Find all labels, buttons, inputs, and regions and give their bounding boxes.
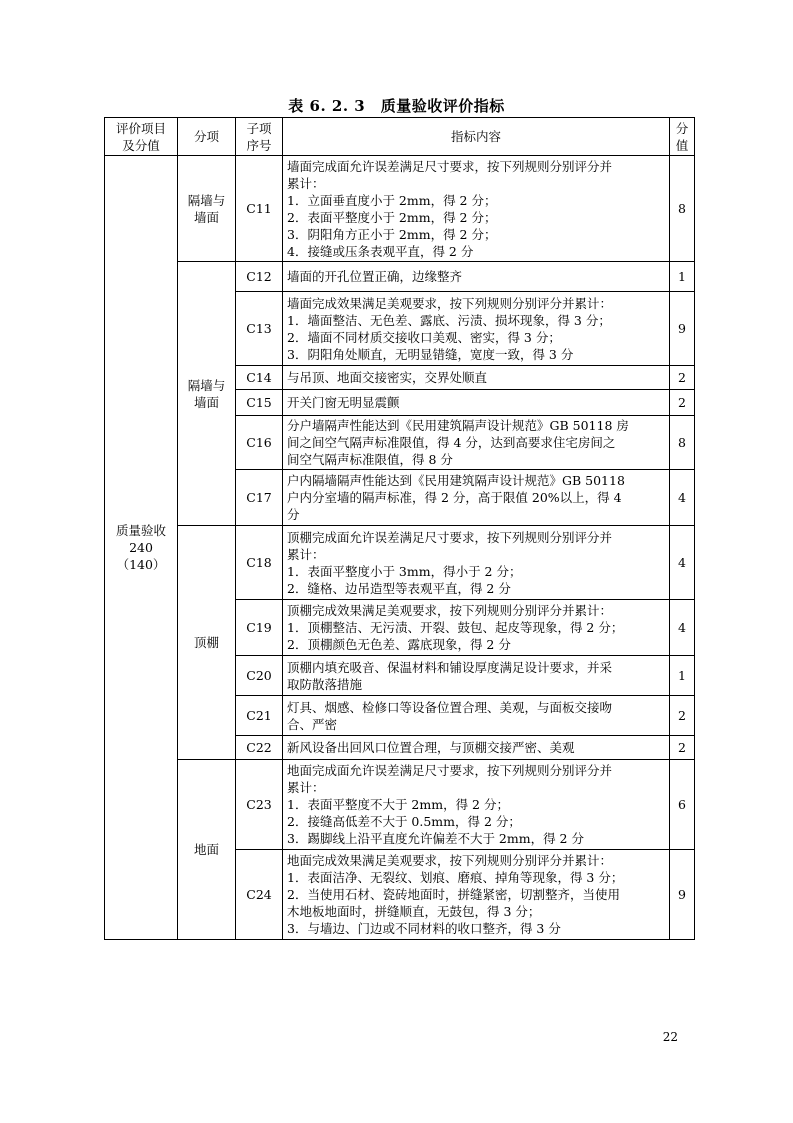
content-cell	[283, 390, 670, 416]
content-line: 取防散落措施	[287, 676, 363, 692]
content-line: 间空气隔声标准限值，得 8 分	[287, 452, 453, 467]
score-cell: 2	[670, 736, 695, 760]
content-cell	[283, 656, 670, 696]
score-cell: 1	[670, 656, 695, 696]
content-line: 2．缝格、边吊造型等表观平直，得 2 分	[287, 580, 511, 596]
page-number: 22	[662, 1030, 678, 1044]
table-title: 表 6. 2. 3 质量验收评价指标	[288, 97, 505, 115]
content-cell	[283, 696, 670, 736]
sub-item-cell: 隔墙与 墙面	[178, 262, 236, 526]
seq-cell: C14	[236, 366, 283, 390]
table-row	[105, 526, 695, 600]
content-line: 1．顶棚整洁、无污渍、开裂、鼓包、起皮等现象，得 2 分；	[287, 620, 624, 635]
header-seq: 子项 序号	[236, 118, 283, 156]
seq-cell: C23	[236, 760, 283, 850]
evaluation-table	[104, 117, 695, 940]
content-line: 累计：	[287, 780, 325, 795]
score-cell: 8	[670, 156, 695, 262]
seq-cell: C20	[236, 656, 283, 696]
content-cell	[283, 262, 670, 292]
content-line: 2．墙面不同材质交接收口美观、密实，得 3 分；	[287, 329, 561, 345]
content-line: 新风设备出回风口位置合理，与顶棚交接严密、美观	[287, 740, 575, 755]
content-line: 墙面的开孔位置正确，边缘整齐	[287, 269, 463, 284]
seq-cell: C15	[236, 390, 283, 416]
table-row	[105, 156, 695, 262]
content-line: 木地板地面时，拼缝顺直，无鼓包，得 3 分；	[287, 904, 541, 919]
score-cell: 9	[670, 850, 695, 940]
seq-cell: C24	[236, 850, 283, 940]
header-project: 评价项目 及分值	[105, 118, 178, 156]
seq-cell: C11	[236, 156, 283, 262]
score-cell: 2	[670, 366, 695, 390]
content-line: 顶棚内填充吸音、保温材料和铺设厚度满足设计要求，并采	[287, 659, 613, 675]
header-content: 指标内容	[283, 118, 670, 156]
sub-item-cell: 隔墙与 墙面	[178, 156, 236, 262]
table-row	[105, 760, 695, 850]
seq-cell: C18	[236, 526, 283, 600]
content-cell	[283, 366, 670, 390]
content-cell	[283, 292, 670, 366]
content-line: 3．阴阳角处顺直，无明显错缝，宽度一致，得 3 分	[287, 346, 574, 362]
project-cell: 质量验收 240 （140）	[105, 156, 178, 940]
seq-cell: C13	[236, 292, 283, 366]
score-cell: 1	[670, 262, 695, 292]
sub-item-cell: 地面	[178, 760, 236, 940]
content-line: 2．顶棚颜色无色差、露底现象，得 2 分	[287, 637, 511, 652]
content-line: 2．表面平整度小于 2mm，得 2 分；	[287, 209, 497, 225]
content-line: 开关门窗无明显震颤	[287, 395, 400, 410]
score-cell: 8	[670, 416, 695, 470]
content-cell	[283, 416, 670, 470]
seq-cell: C19	[236, 600, 283, 656]
content-line: 1．表面洁净、无裂纹、划痕、磨痕、掉角等现象，得 3 分；	[287, 870, 624, 885]
table-row	[105, 262, 695, 292]
seq-cell: C17	[236, 470, 283, 526]
content-line: 分户墙隔声性能达到《民用建筑隔声设计规范》GB 50118 房	[287, 418, 629, 433]
score-cell: 6	[670, 760, 695, 850]
content-cell	[283, 600, 670, 656]
content-line: 户内分室墙的隔声标准，得 2 分，高于限值 20%以上，得 4	[287, 490, 622, 505]
content-line: 累计：	[287, 546, 325, 562]
content-line: 顶棚完成效果满足美观要求，按下列规则分别评分并累计：	[287, 603, 613, 618]
content-line: 累计：	[287, 175, 325, 191]
content-line: 墙面完成面允许误差满足尺寸要求，按下列规则分别评分并	[287, 158, 613, 174]
header-row	[105, 118, 695, 156]
content-cell	[283, 526, 670, 600]
score-cell: 4	[670, 600, 695, 656]
content-line: 与吊顶、地面交接密实，交界处顺直	[287, 370, 488, 385]
header-score: 分 值	[670, 118, 695, 156]
seq-cell: C21	[236, 696, 283, 736]
seq-cell: C22	[236, 736, 283, 760]
sub-item-cell: 顶棚	[178, 526, 236, 760]
content-line: 灯具、烟感、检修口等设备位置合理、美观，与面板交接吻	[287, 699, 613, 715]
score-cell: 2	[670, 390, 695, 416]
content-line: 地面完成效果满足美观要求，按下列规则分别评分并累计：	[287, 853, 613, 868]
content-line: 分	[287, 507, 300, 522]
score-cell: 4	[670, 526, 695, 600]
content-cell	[283, 760, 670, 850]
content-line: 户内隔墙隔声性能达到《民用建筑隔声设计规范》GB 50118	[287, 473, 625, 488]
content-line: 2．当使用石材、瓷砖地面时，拼缝紧密，切割整齐，当使用	[287, 887, 620, 902]
score-cell: 9	[670, 292, 695, 366]
content-line: 合、严密	[287, 716, 338, 732]
content-line: 顶棚完成面允许误差满足尺寸要求，按下列规则分别评分并	[287, 529, 613, 545]
content-line: 3．与墙边、门边或不同材料的收口整齐，得 3 分	[287, 921, 561, 936]
content-line: 1．立面垂直度小于 2mm，得 2 分；	[287, 192, 497, 208]
score-cell: 2	[670, 696, 695, 736]
content-line: 4．接缝或压条表观平直，得 2 分	[287, 243, 474, 259]
score-cell: 4	[670, 470, 695, 526]
content-line: 2．接缝高低差不大于 0.5mm，得 2 分；	[287, 814, 521, 829]
content-cell	[283, 470, 670, 526]
content-cell	[283, 736, 670, 760]
content-line: 墙面完成效果满足美观要求，按下列规则分别评分并累计：	[287, 295, 613, 311]
content-cell	[283, 156, 670, 262]
content-line: 3．阴阳角方正小于 2mm，得 2 分；	[287, 226, 497, 242]
content-cell	[283, 850, 670, 940]
content-line: 3．踢脚线上沿平直度允许偏差不大于 2mm，得 2 分	[287, 831, 584, 846]
content-line: 地面完成面允许误差满足尺寸要求，按下列规则分别评分并	[287, 763, 613, 778]
content-line: 1．墙面整洁、无色差、露底、污渍、损坏现象，得 3 分；	[287, 312, 611, 328]
content-line: 1．表面平整度不大于 2mm，得 2 分；	[287, 797, 509, 812]
content-line: 1．表面平整度小于 3mm，得小于 2 分；	[287, 563, 522, 579]
seq-cell: C12	[236, 262, 283, 292]
content-line: 间之间空气隔声标准限值，得 4 分，达到高要求住宅房间之	[287, 435, 616, 450]
header-sub: 分项	[178, 118, 236, 156]
seq-cell: C16	[236, 416, 283, 470]
